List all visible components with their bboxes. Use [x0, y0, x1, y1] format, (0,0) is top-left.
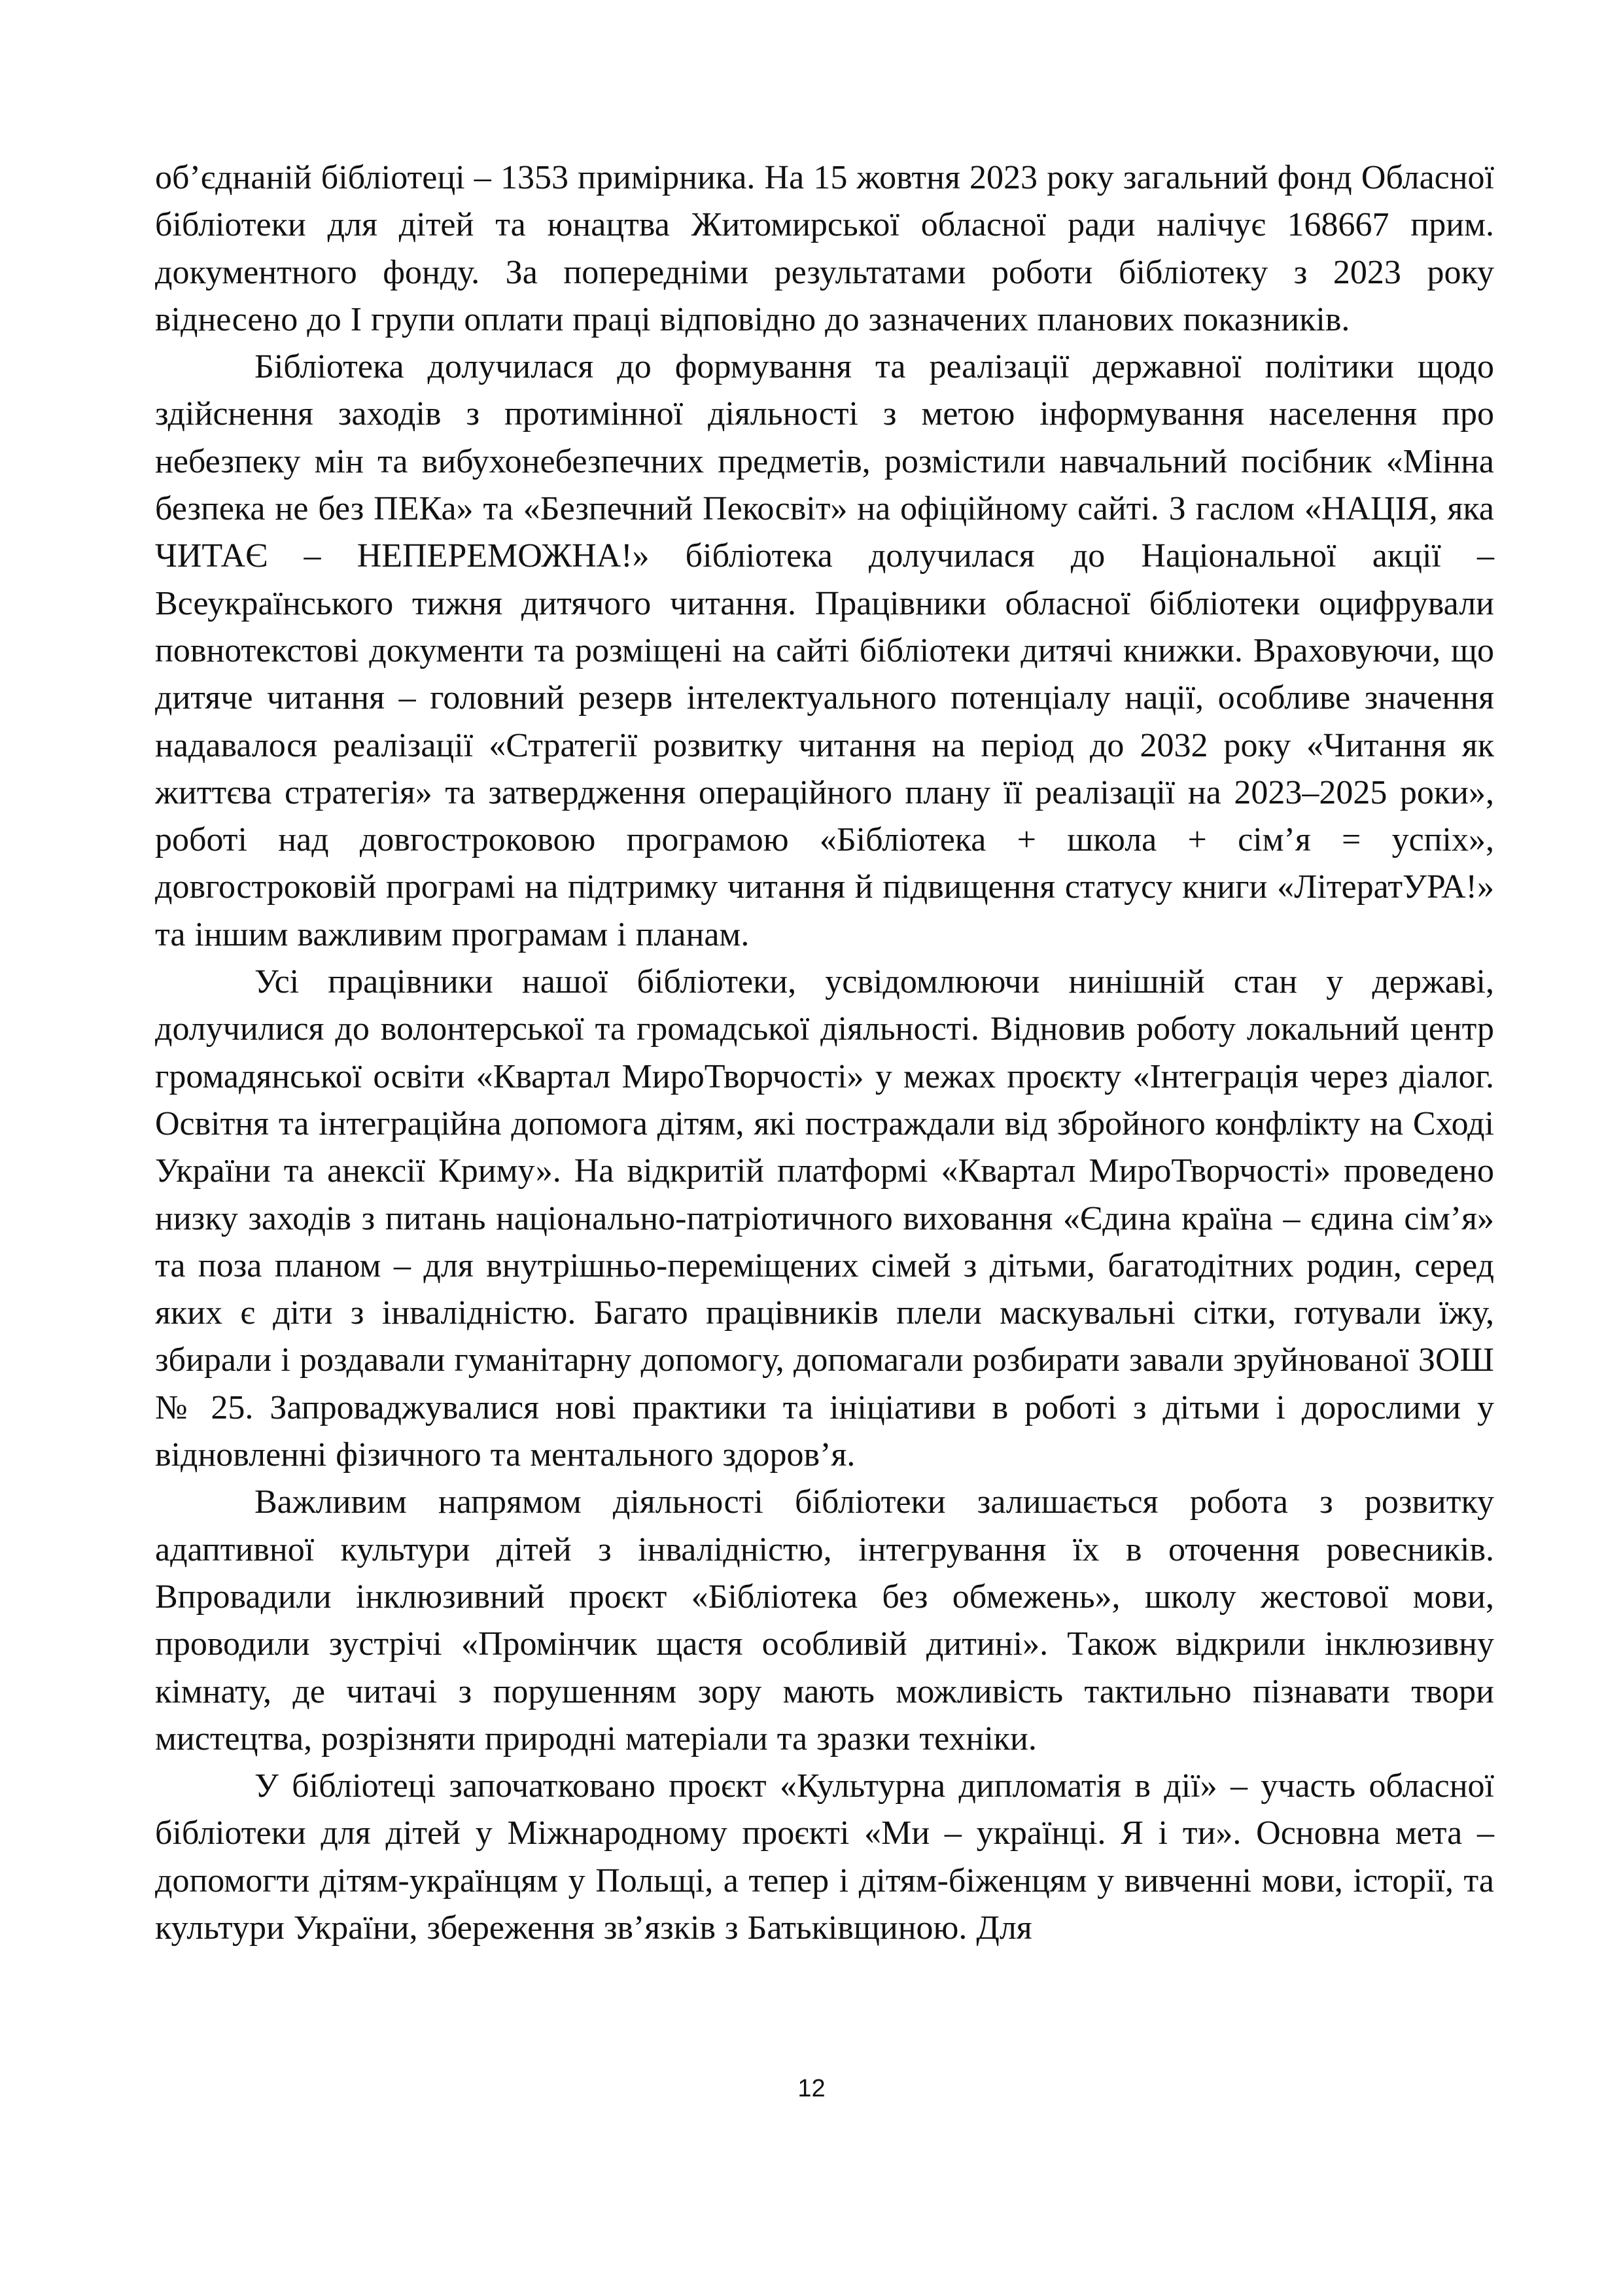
paragraph-volunteer-activity: Усі працівники нашої бібліотеки, усвідомлюючи нинішній стан у державі, долучилися до волонтерської та громадської діяльності. Відновив роботу локальний центр громадянської освіти «Квартал МироТворчості» у межах проєкту «Інтеграція через діалог. Освітня та інтеграційна допомога дітям, які постраждали від збройного конфлікту на Сході України та анексії Криму». На відкритій платформі «Квартал МироТворчості» проведено низку заходів з питань національно-патріотичного виховання «Єдина країна – єдина сім’я» та поза планом – для внутрішньо-переміщених сімей з дітьми, багатодітних родин, серед яких є діти з інвалідністю. Багато працівників плели маскувальні сітки, готували їжу, збирали і роздавали гуманітарну допомогу, допомагали розбирати завали зруйнованої ЗОШ № 25. Запроваджувалися нові практики та ініціативи в роботі з дітьми і дорослими у відновленні фізичного та ментального здоров’я.	[155, 963, 1494, 1474]
body-text	[155, 154, 1494, 1952]
page-number: 12	[797, 2075, 826, 2102]
paragraph-cultural-diplomacy: У бібліотеці започатковано проєкт «Культурна дипломатія в дії» – участь обласної бібліотеки для дітей у Міжнародному проєкті «Ми – українці. Я і ти». Основна мета – допомогти дітям-українцям у Польщі, а тепер і дітям-біженцям у вивченні мови, історії, та культури України, збереження зв’язків з Батьківщиною. Для	[155, 1767, 1494, 1947]
paragraph-anti-mine-and-reading: Бібліотека долучилася до формування та реалізації державної політики щодо здійснення заходів з протимінної діяльності з метою інформування населення про небезпеку мін та вибухонебезпечних предметів, розмістили навчальний посібник «Мінна безпека не без ПЕКа» та «Безпечний Пекосвіт» на офіційному сайті. З гаслом «НАЦІЯ, яка ЧИТАЄ – НЕПЕРЕМОЖНА!» бібліотека долучилася до Національної акції – Всеукраїнського тижня дитячого читання. Працівники обласної бібліотеки оцифрували повнотекстові документи та розміщені на сайті бібліотеки дитячі книжки. Враховуючи, що дитяче читання – головний резерв інтелектуального потенціалу нації, особливе значення надавалося реалізації «Стратегії розвитку читання на період до 2032 року «Читання як життєва стратегія» та затвердження операційного плану її реалізації на 2023–2025 роки», роботі над довгостроковою програмою «Бібліотека + школа + сім’я = успіх», довгостроковій програмі на підтримку читання й підвищення статусу книги «ЛітератУРА!» та іншим важливим програмам і планам.	[155, 348, 1494, 953]
paragraph-inclusive-culture: Важливим напрямом діяльності бібліотеки залишається робота з розвитку адаптивної культури дітей з інвалідністю, інтегрування їх в оточення ровесників. Впровадили інклюзивний проєкт «Бібліотека без обмежень», школу жестової мови, проводили зустрічі «Промінчик щастя особливій дитині». Також відкрили інклюзивну кімнату, де читачі з порушенням зору мають можливість тактильно пізнавати твори мистецтва, розрізняти природні матеріали та зразки техніки.	[155, 1483, 1494, 1757]
paragraph-continuation: об’єднаній бібліотеці – 1353 примірника. На 15 жовтня 2023 року загальний фонд Обласної бібліотеки для дітей та юнацтва Житомирської обласної ради налічує 168667 прим. документного фонду. За попередніми результатами роботи бібліотеку з 2023 року віднесено до І групи оплати праці відповідно до зазначених планових показників.	[155, 159, 1494, 338]
